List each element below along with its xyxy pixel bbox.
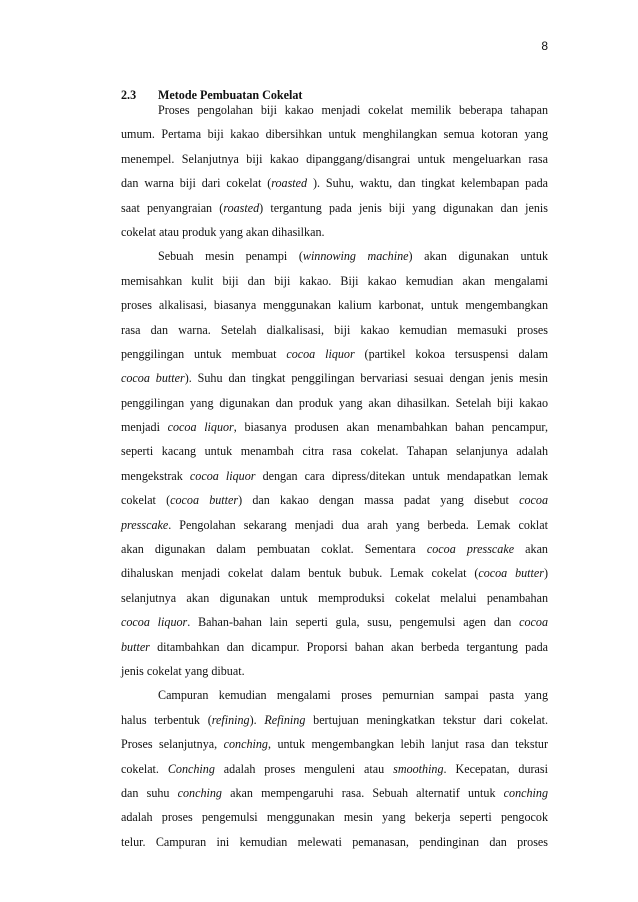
section-number: 2.3 bbox=[121, 88, 137, 102]
text-run: dengan cara dipress/ditekan untuk mendapatkan lemak bbox=[255, 468, 548, 483]
text-line bbox=[121, 220, 548, 244]
italic-term: cocoa bbox=[519, 615, 548, 630]
text-line bbox=[121, 659, 548, 683]
text-line bbox=[121, 415, 548, 439]
document-body bbox=[121, 88, 548, 854]
text-run: , biasanya produsen akan menambahkan bahan pencampur, bbox=[233, 420, 548, 435]
text-run: ditambahkan dan dicampur. Proporsi bahan akan berbeda tergantung pada bbox=[149, 639, 548, 654]
text-line bbox=[121, 561, 548, 585]
italic-term: roasted bbox=[223, 200, 260, 215]
italic-term: presscake bbox=[121, 517, 169, 532]
text-run: saat penyangraian ( bbox=[121, 200, 224, 215]
page-number: 8 bbox=[541, 39, 548, 53]
text-run: . Bahan-bahan lain seperti gula, susu, pengemulsi agen dan bbox=[187, 615, 520, 630]
text-run: adalah proses menguleni atau bbox=[214, 761, 394, 776]
text-line bbox=[121, 781, 548, 805]
text-line bbox=[121, 683, 548, 707]
text-line bbox=[121, 122, 548, 146]
text-run: penggilingan yang digunakan dan produk yang akan dihasilkan. Setelah biji kakao bbox=[121, 395, 548, 410]
text-run: cokelat atau produk yang akan dihasilkan. bbox=[121, 224, 325, 239]
text-line bbox=[121, 488, 548, 512]
italic-term: cocoa liquor bbox=[286, 346, 355, 361]
text-run: akan mempengaruhi rasa. Sebuah alternatif untuk bbox=[221, 785, 504, 800]
text-run: selanjutnya akan digunakan untuk memproduksi cokelat melalui penambahan bbox=[121, 590, 548, 605]
text-run: cokelat. bbox=[121, 761, 168, 776]
text-run: cokelat ( bbox=[121, 493, 171, 508]
text-run: . Kecepatan, durasi bbox=[443, 761, 548, 776]
text-run: ). Suhu, waktu, dan tingkat kelembapan pada bbox=[307, 176, 548, 191]
italic-term: Refining bbox=[264, 712, 306, 727]
text-line bbox=[121, 391, 548, 415]
text-line bbox=[121, 318, 548, 342]
text-line bbox=[121, 196, 548, 220]
body-text bbox=[121, 98, 548, 854]
text-run: ). Suhu dan tingkat penggilingan bervariasi sesuai dengan jenis mesin bbox=[184, 371, 548, 386]
text-run: umum. Pertama biji kakao dibersihkan untuk menghilangkan semua kotoran yang bbox=[121, 127, 548, 142]
text-run: Campuran kemudian mengalami proses pemurnian sampai pasta yang bbox=[158, 688, 548, 703]
text-run: mengekstrak bbox=[121, 468, 190, 483]
text-run: memisahkan kulit biji dan biji kakao. Biji kakao kemudian akan mengalami bbox=[121, 273, 548, 288]
italic-term: butter bbox=[121, 639, 150, 654]
text-line bbox=[121, 757, 548, 781]
text-line bbox=[121, 805, 548, 829]
text-run: menempel. Selanjutnya biji kakao dipanggang/disangrai untuk mengeluarkan rasa bbox=[121, 151, 548, 166]
text-run: dihaluskan menjadi cokelat dalam bentuk bubuk. Lemak cokelat ( bbox=[121, 566, 479, 581]
italic-term: cocoa bbox=[519, 493, 549, 508]
text-line bbox=[121, 439, 548, 463]
text-run: ) akan digunakan untuk bbox=[408, 249, 549, 264]
italic-term: conching bbox=[177, 785, 222, 800]
text-run: proses alkalisasi, biasanya menggunakan kalium karbonat, untuk mengembangkan bbox=[121, 298, 548, 313]
italic-term: conching bbox=[223, 737, 268, 752]
italic-term: winnowing machine bbox=[302, 249, 409, 264]
italic-term: roasted bbox=[271, 176, 308, 191]
text-run: adalah proses pengemulsi menggunakan mesin yang bekerja seperti pengocok bbox=[121, 810, 548, 825]
text-run: Proses pengolahan biji kakao menjadi cokelat memilik beberapa tahapan bbox=[158, 103, 548, 117]
text-run: . Pengolahan sekarang menjadi dua arah yang berbeda. Lemak coklat bbox=[168, 517, 548, 532]
text-run: (partikel kokoa tersuspensi dalam bbox=[354, 346, 549, 361]
text-line bbox=[121, 732, 548, 756]
text-line bbox=[121, 537, 548, 561]
text-line bbox=[121, 635, 548, 659]
text-run: penggilingan untuk membuat bbox=[121, 346, 287, 361]
text-line bbox=[121, 610, 548, 634]
text-run: bertujuan meningkatkan tekstur dari cokelat. bbox=[305, 712, 548, 727]
text-run: ) dan kakao dengan massa padat yang disebut bbox=[238, 493, 520, 508]
italic-term: cocoa liquor bbox=[167, 420, 234, 435]
text-line bbox=[121, 513, 548, 537]
text-line bbox=[121, 586, 548, 610]
italic-term: smoothing bbox=[393, 761, 444, 776]
text-line bbox=[121, 98, 548, 122]
italic-term: cocoa presscake bbox=[426, 542, 515, 557]
text-line bbox=[121, 366, 548, 390]
text-line bbox=[121, 244, 548, 268]
text-run: akan digunakan dalam pembuatan coklat. Sementara bbox=[121, 542, 427, 557]
text-run: halus terbentuk ( bbox=[121, 712, 212, 727]
text-run: dan suhu bbox=[121, 785, 178, 800]
text-run: seperti kacang untuk menambah citra rasa cokelat. Tahapan selanjunya adalah bbox=[121, 444, 548, 459]
italic-term: cocoa butter bbox=[478, 566, 544, 581]
text-run: jenis cokelat yang dibuat. bbox=[121, 663, 245, 678]
section-title: Metode Pembuatan Cokelat bbox=[158, 88, 303, 102]
text-run: ). bbox=[249, 712, 265, 727]
text-line bbox=[121, 171, 548, 195]
text-line bbox=[121, 293, 548, 317]
text-run: ) tergantung pada jenis biji yang digunakan dan jenis bbox=[259, 200, 548, 215]
text-run: , untuk mengembangkan lebih lanjut rasa dan tekstur bbox=[267, 737, 548, 752]
text-run: akan bbox=[514, 542, 548, 557]
text-line bbox=[121, 830, 548, 854]
italic-term: cocoa butter bbox=[121, 371, 185, 386]
text-line bbox=[121, 269, 548, 293]
text-run: Proses selanjutnya, bbox=[121, 737, 224, 752]
italic-term: Conching bbox=[167, 761, 215, 776]
text-run: Sebuah mesin penampi ( bbox=[158, 249, 303, 264]
text-line bbox=[121, 342, 548, 366]
italic-term: cocoa liquor bbox=[189, 468, 256, 483]
text-run: rasa dan warna. Setelah dialkalisasi, biji kakao kemudian memasuki proses bbox=[121, 322, 548, 337]
text-run: telur. Campuran ini kemudian melewati pemanasan, pendinginan dan proses bbox=[121, 834, 548, 849]
text-run: menjadi bbox=[121, 420, 168, 435]
text-run: ) bbox=[543, 566, 548, 581]
text-line bbox=[121, 708, 548, 732]
italic-term: conching bbox=[503, 785, 548, 800]
italic-term: refining bbox=[211, 712, 250, 727]
text-line bbox=[121, 147, 548, 171]
text-line bbox=[121, 464, 548, 488]
italic-term: cocoa butter bbox=[170, 493, 239, 508]
text-run: dan warna biji dari cokelat ( bbox=[121, 176, 272, 191]
italic-term: cocoa liquor bbox=[121, 615, 188, 630]
